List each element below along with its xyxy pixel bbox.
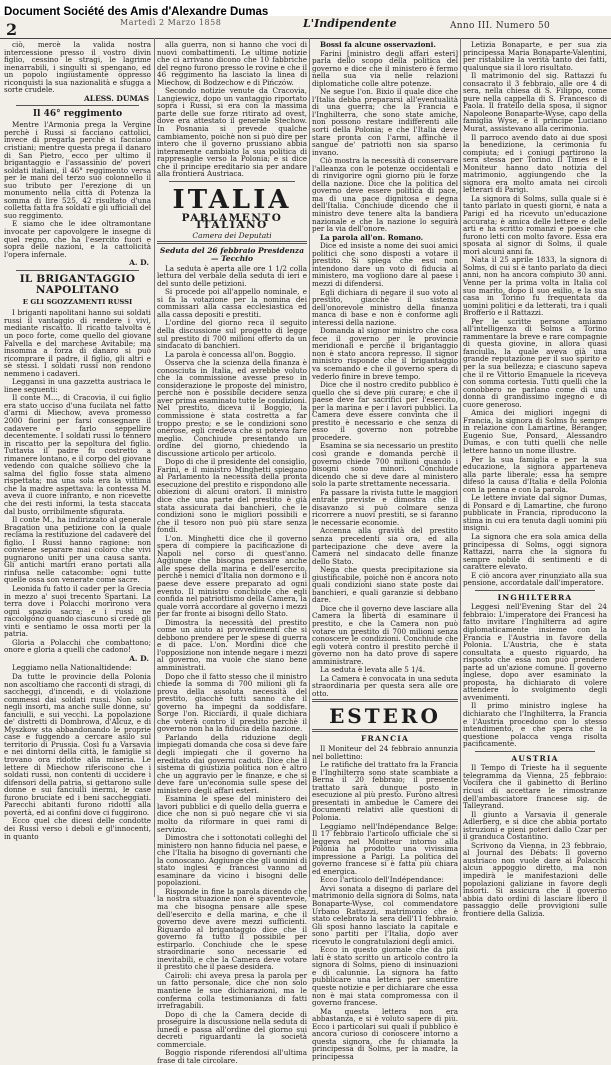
article-paragraph: Il parroco avendo dato ai due sposi la benedizione, la cerimonia fu compiuta; ed i coniugi partirono la sera stessa per Torino. Il Times e il Moniteur hanno dato notizia del matrimonio, aggiungendo che la signora era molto amata nei circoli letterari di Parigi.	[463, 132, 607, 195]
article-paragraph: Esamina le spese del ministero dei lavori pubblici e di quello della guerra e dice che non si può negare che vi sia molto da riformare in quei rami di servizio.	[157, 794, 307, 834]
article-heading: Bossi fa alcune osservazioni.	[320, 40, 436, 49]
issue-date: Martedì 2 Marzo 1858	[120, 18, 222, 27]
article-paragraph: Nega che questa precipitazione sia giustificabile, poichè non è ancora noto quali condizioni siano state poste dai banchieri, e quali garanzie si debbano dare.	[312, 565, 458, 605]
page-masthead	[0, 16, 611, 39]
article-paragraph: Amica dei migliori ingegni di Francia, la signora di Solms fu sempre in relazione con Lamartine, Béranger, Eugenio Sue, Ponsard, Alessandro Dumas, e con tutti quelli che nelle lettere hanno un nome illustre.	[463, 408, 607, 455]
article-paragraph: Ecco l'articolo dell'Indépendance:	[320, 875, 444, 885]
column-3	[312, 40, 458, 1061]
article-paragraph: Secondo notizie venute da Cracovia, Langiewicz, dopo un vantaggio riportato sopra i Russi, si era con la massima parte delle sue forze ritirato ad ovest, dove era attestato il generale Stechow. In Posnania si prevede qualche cambiamento, poichè non si può dire per intero che il governo prussiano abbia interamente cambiato la sua politica di rappresaglie verso la Polonia; e si dice che il principe ereditario sia per andare alla frontiera Austriaca.	[157, 86, 307, 179]
section-divider	[312, 729, 458, 732]
section-divider	[16, 105, 139, 106]
article-paragraph: Ecco quel che dicesi delle condotte dei Russi verso i deboli e gl'innocenti, in quanto	[4, 816, 151, 841]
section-title-estero: ESTERO	[329, 704, 441, 729]
article-paragraph: Scrivono da Vienna, in 23 febbraio, al Journal des Débats: Il governo austriaco non vuole dare ai Polacchi alcun appoggio diretto, ma non impedirà le manifestazioni delle popolazioni galiziane in favore degli insorti. Si assicura che il governo abbia dato ordini di lasciare libero il passaggio delle provvigioni sulle frontiere della Galizia.	[463, 840, 607, 918]
article-paragraph: E ciò ancora aver rinunziato alla sua pensione, accordatale dall'imperatore.	[463, 570, 607, 588]
article-paragraph: La seduta è levata alle 5 1/4.	[320, 665, 425, 675]
article-paragraph: Le ratifiche del trattato fra la Francia e l'Inghilterra sono state scambiate a Berna il 20 febbraio; il presente trattato sarà dunque posto in esecuzione al più presto. Furono altresì presentati in ambedue le Camere dei documenti relativi alle questioni di Polonia.	[312, 760, 458, 822]
article-signature: A. D.	[129, 653, 149, 663]
column-rule	[460, 38, 461, 897]
article-paragraph: Il giunto a Varsavia il generale Adlerberg, e si dice che abbia portato istruzioni e pieni poteri dallo Czar per il granduca Costantino.	[463, 809, 607, 842]
article-paragraph: Avvi sonata a disegno di parlare del matrimonio della signora di Solms, nata Bonaparte-Wyse, col commendatore Urbano Rattazzi, matrimonio che è stato celebrato la sera dell'11 febbraio. Gli sposi hanno lasciato la capitale e sono partiti per l'Italia, dopo aver ricevuto le congratulazioni degli amici.	[312, 883, 458, 946]
article-paragraph: Leggansi in una gazzetta austriaca le linee seguenti:	[4, 377, 151, 394]
article-paragraph: Il primo ministro inglese ha dichiarato che l'Inghilterra, la Francia e l'Austria procedono con lo stesso intendimento, e che spera che la questione polacca venga risolta pacificamente.	[463, 701, 607, 749]
country-heading-inghilterra: INGHILTERRA	[497, 592, 573, 602]
source-banner	[0, 0, 611, 16]
article-paragraph: Leggesi nell'Evening Star del 24 febbraio: L'imperatore dei Francesi ha fatto invitare l'Inghilterra ad agire diplomaticamente insieme con la Francia e l'Austria in favore della Polonia. L'Austria, che è stata consultata a questo riguardo, ha risposto che essa non può prendere parte ad un'azione comune. Il governo inglese, dopo aver esaminato la proposta, ha dichiarato di volere attendere lo svolgimento degli avvenimenti.	[463, 602, 607, 702]
article-subheading: E GLI SGOZZAMENTI RUSSI	[22, 297, 133, 306]
article-paragraph: Il Tempo di Trieste ha il seguente telegramma da Vienna, 25 febbraio: Vocifera che il gabinetto di Berlino ricusi di accettare le rimostranze dell'ambasciatore francese sig. de Talleyrand.	[463, 763, 607, 811]
article-paragraph: Farini [ministro degli affari esteri] parla dello scopo della politica del governo e dice che il ministero è fermo nella sua via nelle relazioni diplomatiche colle altre potenze.	[312, 48, 458, 88]
column-rule	[309, 38, 310, 897]
article-paragraph: La signora di Solms, sulla quale si è tanto parlato in questi giorni, è nata a Parigi ed ha ricevuto un'educazione accurata; è amica delle lettere e delle arti e ha scritto romanzi e poesie che furono letti con molto favore. Essa era sposata al signor di Solms, il quale morì alcuni anni fa.	[463, 193, 607, 256]
section-divider	[16, 270, 139, 271]
article-paragraph: Dice che il nostro credito pubblico è quello che si deve più curare; e che il paese deve far sacrifici per l'esercito, per la marina e per i lavori pubblici. La Camera deve essere convinta che il prestito è necessario e che senza di esso il governo non potrebbe procedere.	[312, 380, 458, 442]
country-heading-austria: AUSTRIA	[511, 753, 559, 763]
section-subtitle: PARLAMENTO ITALIANO	[181, 211, 283, 232]
article-paragraph: Il conte M..., di Cracovia, il cui figlio era stato ucciso d'una fucilata nel fatto d'armi di Miechow, aveva promesso 2000 fiorini per farsi consegnare il cadavere e farlo seppellire decentemente. I soldati russi lo tennero in riscatto per la sepoltura del figlio. Tuttavia il padre fu costretto a rimanere lontano, e il corpo del giovane vedendo con qualche sollievo che la salma del figlio fosse stata almeno rispettata; ma una sola era la vittima che la madre aspettava: la contessa M. aveva il cuore infranto, e non ricevette che dei resti informi, la testa staccata dal busto, orribilmente sfigurata.	[4, 393, 151, 516]
section-title-italia: ITALIA	[172, 184, 292, 215]
article-paragraph: Il conte M., ha indirizzato al generale Bragation una petizione con la quale reclama la restituzione del cadavere del figlio. I Russi hanno ragione: non conviene separare mai coloro che vivi pugnarono uniti per una causa santa. Gli antichi martiri erano portati alla rinfusa nelle catacombe: ogni tutte quelle ossa son venerate come sacre.	[4, 515, 151, 585]
article-paragraph: Dopo che il fatto stesso che il ministro chiede la somma di 700 milioni gli fa prova della assoluta necessità del prestito, giacchè tutti sanno che il governo ha impegni da soddisfare. Sorge l'on. Ricciardi, il quale dichiara che voterà contro il prestito perchè il governo non ha la fiducia della nazione.	[157, 671, 307, 734]
column-1	[4, 41, 151, 897]
article-paragraph: Per la sua famiglia e per la sua educazione, la signora apparteneva alla parte liberale; essa ha sempre difeso la causa d'Italia e della Polonia con la penna e con la parola.	[463, 454, 607, 494]
article-paragraph: Le lettere inviate dal signor Dumas, di Ponsard e di Lamartine, che furono pubblicate in Francia, riproducono la stima in cui era tenuta dagli uomini più insigni.	[463, 493, 608, 533]
article-paragraph: alla guerra, non si hanno che voci di nuovi combattimenti. Le ultime notizie che ci arrivano dicono che 10 fabbriche del regno furono presso le rovine e che il 46 reggimento ha lasciato la linea di Miechow, di Bodzechow e di Pińczów.	[157, 40, 307, 87]
article-paragraph: ciò, mercè la valida nostra intercessione presso il vostro divin figlio, cessino le stragi, le lagrime inenarrabili, i singulti si spengano, ed un popolo ingiustamente oppresso riconquisti la sua nazionalità e sfugga a sorte crudele.	[4, 40, 151, 95]
article-paragraph: Parlando della riduzione degli impiegati domanda che cosa si deve fare degli impiegati che il governo ha ereditato dai governi caduti. Dice che il sistema di giustizia politica non è altro che un aggravio per le finanze, e che si deve fare un'economia sulle spese del ministero degli affari esteri.	[157, 732, 307, 795]
issue-number: Anno III. Numero 50	[450, 21, 551, 31]
article-paragraph: L'ordine del giorno reca il seguito della discussione sul progetto di legge sul prestito di 700 milioni offerto da un sindacato di banchieri.	[157, 318, 307, 351]
article-paragraph: Leggiamo nella Nationaltidende:	[12, 663, 132, 673]
article-paragraph: Boggio risponde riferendosi all'ultima frase di tale circolare.	[157, 1048, 307, 1065]
article-paragraph: Il matrimonio del sig. Rattazzi fu consacrato il 3 febbraio, alle ore 4 di sera, nella chiesa di S. Filippo, come pure nella cappella di S. Francesco di Paola. Il fratello della sposa, il signor Napoleone Bonaparte-Wyse, capo della famiglia Wyse, e il principe Luciano Murat, assistevano alla cerimonia.	[463, 71, 607, 134]
article-paragraph: Per le scritte persone amiamo all'intelligenza di Solms a Torino rammentare la breve e rare compagnie di questa giovine, in allora quasi fanciulla, la quale aveva già una grande reputazione per il suo spirito e per la sua bellezza; e ciascuno sapeva che il re Vittorio Emanuele la riceveva con somma cortesia. Tutti quelli che la conobbero ne parlano come di una donna di grandissimo ingegno e di cuore generoso.	[463, 316, 607, 409]
article-paragraph: Si procede poi all'appello nominale, e si fa la votazione per la nomina dei commissari alla cassa ecclesiastica ed alla cassa depositi e prestiti.	[157, 287, 307, 319]
article-paragraph: Leonida fu fatto il cader per la Grecia in mezzo a' suoi trecento Spartani. La terra dove i Polacchi morirono vera ogni spazio sacra; e i russi ne raccolgono quando ciascuno si credè gli vinti e sentiamo le ossa morti per la patria.	[4, 584, 151, 639]
article-paragraph: Dimostra la necessità del prestito come un aiuto ai provvedimenti che si debbono prendere per le spese di guerra e di pace. L'on. Mordini dice che l'opposizione non intende negare i mezzi al governo, ma vuole che siano bene amministrati.	[157, 617, 307, 673]
article-paragraph: La seduta è aperta alle ore 1 1/2 colla lettura del verbale della seduta di ieri e del sunto delle petizioni.	[157, 263, 307, 288]
column-rule	[154, 38, 155, 897]
article-paragraph: L'on. Minghetti dice che il governo spera di compiere la pacificazione di Napoli nel corso di quest'anno. Aggiunge che bisogna pensare anche alle spese della marina e dell'esercito, perchè i nemici d'Italia non dormono e il paese deve essere preparato ad ogni evento. Il ministro conchiude che egli confida nel patriottismo della Camera, la quale vorrà accordare al governo i mezzi per far fronte ai bisogni dello Stato.	[157, 533, 307, 619]
article-paragraph: Dice ed insiste a nome dei suoi amici politici che sono disposti a votare il prestito. Si spiega che essi non intendono dare un voto di fiducia al ministero, ma vogliono dare al paese i mezzi di difendersi.	[312, 241, 458, 288]
column-2	[157, 40, 307, 1065]
article-paragraph: La Camera è convocata in una seduta straordinaria per questa sera alle ore otto.	[312, 673, 458, 698]
article-paragraph: Fa passare la rivista tutte le maggiori entrate previste e dimostra che il disavanzo si può colmare senza ricorrere a nuovi prestiti, se si faranno le necessarie economie.	[312, 487, 458, 527]
article-paragraph: Il Moniteur del 24 febbraio annunzia nel bollettino:	[312, 744, 458, 761]
article-paragraph: Mentre l'Armonia prega la Vergine perchè i Russi si facciano cattolici, invece di pregarla perchè si facciano cristiani; mentre questa prega il danaro di San Pietro, ecco per ultimo il brigantaggio e l'assassinio de' poveri soldati italiani, il 46° reggimento versa per le mani del terzo suo colonnello il suo tributo per l'erezione di un monumento nella città di Potenza la somma di lire 525, 42 risultato d'una colletta fatta fra soldati e gli ufficiali del suo reggimento.	[4, 120, 151, 220]
article-paragraph: Dopo di che il presidente del consiglio, Farini, e il ministro Minghetti spiegano al Parlamento la necessità della pronta esecuzione del prestito e rispondono alle obiezioni di alcuni oratori. Il ministro dice che una parte del prestito è già stata assicurata dai banchieri, che le condizioni sono le migliori possibili e che il tesoro non può più stare senza fondi.	[157, 457, 307, 535]
page-number: 2	[6, 20, 18, 39]
section-divider	[475, 590, 595, 591]
newspaper-name: L'Indipendente	[303, 17, 397, 30]
section-divider	[169, 181, 295, 182]
article-paragraph: Ma questa lettera non era abbastanza, e si è voluto sapere di più. Ecco i particolari sui quali il pubblico è ancora curioso di conoscere intorno a questa signora, che fu chiamata la principessa di Solms, per la madre, la principessa	[312, 1006, 458, 1061]
column-4	[463, 40, 608, 918]
source-banner-text: Document Société des Amis d'Alexandre Dumas	[4, 6, 269, 18]
article-paragraph: La parola è concessa all'on. Boggio.	[165, 349, 296, 359]
section-divider	[475, 751, 595, 752]
article-paragraph: Domanda al signor ministro che cosa fece il governo per le provincie meridionali e perchè il brigantaggio non è stato ancora represso. Il signor ministro risponde che il brigantaggio va scemando e che il governo spera di vederlo finire in breve tempo.	[312, 326, 458, 381]
article-paragraph: Dopo di che la Camera decide di proseguire la discussione nella seduta di lunedì e passa all'ordine del giorno sui decreti riguardanti la società commerciale.	[157, 1009, 307, 1049]
article-paragraph: Nata il 25 aprile 1833, la signora di Solms, di cui si è tanto parlato da dieci anni, non ha ancora compiuto 30 anni. Venne per la prima volta in Italia col suo marito, dopo il suo esilio, e la sua casa in Torino fu frequentata da uomini politici e da letterati, tra i quali Brofferio e il Rattazzi.	[463, 255, 607, 318]
article-paragraph: E siamo che le idee oltramontane invocate per capovolgere le insegne di quel regno, che ha l'esercito fuori e sopra delle nazioni, e la cattolicità l'opera infernale.	[4, 219, 151, 259]
session-line: Seduta del 26 febbraio Presidenza — Tecchio	[159, 246, 305, 264]
article-paragraph: Egli dichiara di negare il suo voto al prestito, giacchè il sistema dell'onorevole ministro della finanza manca di base e non è conforme agli interessi della nazione.	[312, 287, 458, 327]
country-heading-francia: FRANCIA	[361, 734, 409, 744]
article-paragraph: Esamina se sia necessario un prestito così grande e domanda perchè il governo chiede 700 milioni quando i bisogni sono minori. Conchiude dicendo che si deve dare al ministero solo la parte strettamente necessaria.	[312, 441, 458, 489]
article-paragraph: Ciò mostra la necessità di conservare l'alleanza con le potenze occidentali e di rinvigorire ogni giorno più le forze della nazione. Dice che la politica del governo deve essere politica di pace, ma di una pace dignitosa e degna dell'Italia. Conchiude dicendo che il ministro deve tenere alta la bandiera nazionale e che la nazione lo seguirà per la via dell'onore.	[312, 156, 458, 234]
article-paragraph: La signora che era sola amica della principessa di Solms, oggi signora Rattazzi, narra che la signora fu sempre nobile di sentimenti e di carattere elevato.	[463, 532, 607, 572]
article-paragraph: Risponde in fine la parola dicendo che la nostra situazione non è spaventevole, ma che bisogna pensare alle spese dell'esercito e della marina, e che il governo deve avere mezzi sufficienti. Riguardo al brigantaggio dice che il governo fa tutto il possibile per estirparlo. Conchiude che le spese straordinarie sono necessarie ed inevitabili, e che la Camera deve votare il prestito che il paese desidera.	[157, 886, 307, 972]
article-paragraph: Osserva che la scienza della finanza è conosciuta in Italia, ed avrebbe voluto che la commissione avesse preso in considerazione le proposte del ministro, perchè non è possibile decidere senza aver prima esaminato tutte le condizioni. Nel prestito, diceva il Boggio, la commissione è stata costretta a far troppo presto; e se le condizioni sono onerose, egli credeva che si poteva fare meglio. Conchiude presentando un ordine del giorno, chiedendo la discussione articolo per articolo.	[157, 358, 307, 458]
article-paragraph: Da tutte le provincie della Polonia non ascoltiamo che racconti di stragi, di saccheggi, d'incendi, e di violazione commessi dai soldati russi. Non solo negli insorti, ma anche sulle donne, su' fanciulli, e sui vecchi. La popolazione de' distretti di Dombrowa, d'Alcuz, e di Myszkow sta abbandonando le proprie case e fuggendo a cercare asilo sul territorio di Prussia. Così fu a Varsavia e nei dintorni della città, le famiglie si trovano ora ridotte alla miseria. Le lettere di Miechow riferiscono che i soldati russi, non contenti di uccidere i difensori della patria, si gettarono sulle donne e sui fanciulli inermi, le case furono bruciate ed i beni saccheggiati. Parecchi abitanti furono ridotti alla povertà, ed ai confini dove ci fuggirono.	[4, 672, 151, 817]
section-divider	[312, 699, 458, 702]
article-paragraph: Dice che il governo deve lasciare alla Camera la libertà di esaminare il prestito, e che la Camera non può votare un prestito di 700 milioni senza conoscere le condizioni. Conchiude che egli voterà contro il prestito perchè il governo non ha dato prove di sapere amministrare.	[312, 603, 458, 666]
section-divider	[157, 241, 307, 244]
article-paragraph: Cairoli: chi aveva presa la parola per un fatto personale, dice che non solo mantiene le sue dichiarazioni, ma le conferma colla testimonianza di fatti irrefragabili.	[157, 970, 307, 1011]
article-paragraph: Letizia Bonaparte, e per sua zia principessa Maria Bonaparte-Valentini, per ristabilire la verità tanto dei fatti, qualunque sia il loro risultato.	[463, 40, 607, 72]
article-paragraph: Ecco in questo giornale che da più lati è stato scritto un articolo contro la signora di Solms, pieno di insinuazioni e di calunnie. La signora ha fatto pubblicare una lettera per smentire queste notizie e per dichiarare che essa non è mai stata compromessa con il governo francese.	[312, 945, 458, 1008]
article-paragraph: Dimostra che i sottonotati colleghi del ministero non hanno fiducia nel paese, e che l'Italia ha bisogno di governanti che la conoscano. Aggiunge che gli uomini di stato inglesi e francesi vanno ad esaminare da vicino i bisogni delle popolazioni.	[157, 833, 307, 888]
article-signature: A. D.	[129, 258, 149, 268]
article-heading: IL BRIGANTAGGIO NAPOLITANO	[19, 272, 136, 297]
article-heading: Il 46° reggimento	[32, 109, 123, 120]
article-paragraph: I briganti napolitani hanno sui soldati russi il vantaggio di rendere i vivi, mediante riscatto. Il ricatto talvolta è un poco forte, come quello del giovane Falvella e del marchese Avitabile; ma insomma a forza di danaro si può ricomprare il padre, il figlio, gli altri e sè stessi. I soldati russi non rendono nemmeno i cadaveri.	[4, 308, 151, 378]
article-heading: La parola all'on. Romano.	[320, 232, 424, 242]
article-paragraph: Ne segue l'on. Bixio il quale dice che l'Italia debba prepararsi all'eventualità di una guerra; che la Francia e l'Inghilterra, che sono state amiche, non possono restare indifferenti alle sorti della Polonia; e che l'Italia deve stare pronta con l'armi, affinchè il sangue de' patriotti non sia sparso invano.	[312, 87, 458, 157]
article-signature: ALESS. DUMAS	[83, 93, 149, 103]
article-paragraph: Leggiamo nell'Indépendance Belge: Il 17 febbraio l'articolo ufficiale che si leggeva nel Moniteur intorno alla Polonia ha prodotto una vivissima impressione a Parigi. La politica del governo francese si è fatta più chiara ed energica.	[312, 821, 458, 876]
article-paragraph: Accenna alla gravità del prestito senza precedenti sia ora, ed alla partecipazione che deve avere la Camera nel sindacato delle finanze dello Stato.	[312, 526, 458, 566]
article-paragraph: Gloria a Polacchi che combattono; onore e gloria a quelli che cadono!	[4, 637, 151, 655]
house-name: Camera dei Deputati	[192, 230, 272, 240]
